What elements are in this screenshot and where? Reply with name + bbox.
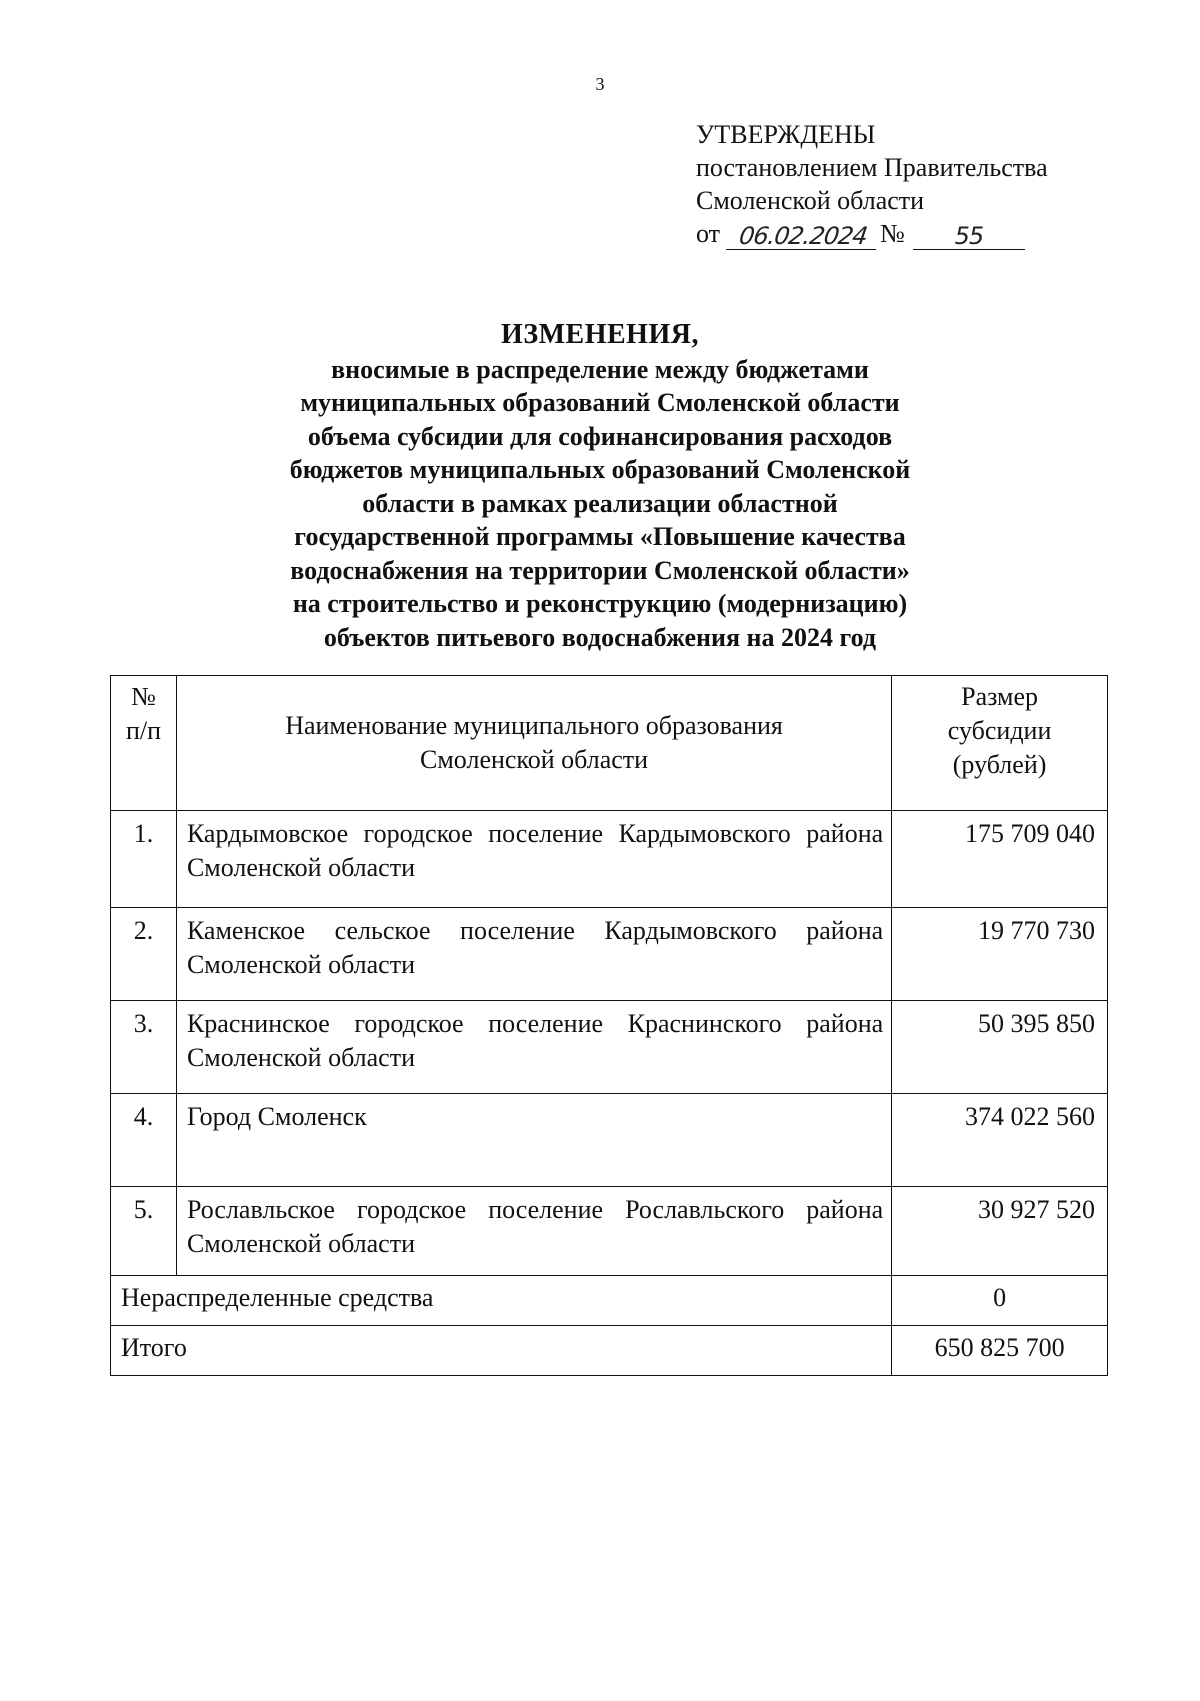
title-line: объектов питьевого водоснабжения на 2024 год	[323, 622, 877, 652]
title-line: на строительство и реконструкцию (модернизацию)	[292, 589, 908, 618]
row-number: 2.	[111, 908, 177, 1001]
subsidy-amount: 50 395 850	[892, 1001, 1108, 1094]
approval-line-2: Смоленской области	[696, 186, 925, 215]
table-header-row	[111, 676, 1108, 811]
table-row	[111, 1094, 1108, 1187]
row-number: 1.	[111, 811, 177, 908]
table-row	[111, 811, 1108, 908]
subsidy-amount: 19 770 730	[892, 908, 1108, 1001]
title-line: объема субсидии для софинансирования расходов	[307, 421, 893, 451]
approval-stamp	[696, 118, 1048, 250]
row-number: 3.	[111, 1001, 177, 1094]
subsidy-amount: 374 022 560	[892, 1094, 1108, 1187]
unallocated-label: Нераспределенные средства	[111, 1276, 892, 1326]
subsidy-table	[110, 675, 1108, 1376]
header-amount: Размер субсидии (рублей)	[892, 676, 1108, 811]
total-row	[111, 1326, 1108, 1376]
title-line: вносимые в распределение между бюджетами	[331, 354, 869, 384]
handwritten-date: 06.02.2024	[726, 223, 880, 250]
row-number: 4.	[111, 1094, 177, 1187]
title-line: области в рамках реализации областной	[362, 488, 838, 518]
municipality-name: Город Смоленск	[176, 1094, 891, 1187]
table-row	[111, 1187, 1108, 1276]
total-amount: 650 825 700	[892, 1326, 1108, 1376]
title-line: государственной программы «Повышение качества	[294, 522, 906, 551]
total-label: Итого	[111, 1326, 892, 1376]
title-line: муниципальных образований Смоленской области	[300, 388, 900, 417]
municipality-name: Кардымовское городское поселение Кардымовского района Смоленской области	[176, 811, 891, 908]
header-municipality: Наименование муниципального образования Смоленской области	[176, 676, 891, 811]
subsidy-amount: 175 709 040	[892, 811, 1108, 908]
page-number: 3	[595, 74, 605, 94]
approval-line-1: постановлением Правительства	[696, 153, 1048, 182]
approval-heading: УТВЕРЖДЕНЫ	[696, 120, 876, 149]
date-prefix: от	[696, 219, 721, 248]
subsidy-amount: 30 927 520	[892, 1187, 1108, 1276]
table-row	[111, 908, 1108, 1001]
handwritten-number: 55	[913, 223, 1025, 250]
table-row	[111, 1001, 1108, 1094]
title-line: бюджетов муниципальных образований Смоленской	[289, 455, 911, 484]
unallocated-row	[111, 1276, 1108, 1326]
title-main: ИЗМЕНЕНИЯ,	[501, 319, 699, 350]
title-line: водоснабжения на территории Смоленской области»	[290, 555, 910, 585]
municipality-name: Краснинское городское поселение Краснинского района Смоленской области	[176, 1001, 891, 1094]
approval-date-line	[696, 217, 1048, 250]
row-number: 5.	[111, 1187, 177, 1276]
unallocated-amount: 0	[892, 1276, 1108, 1326]
document-title	[150, 318, 1050, 654]
municipality-name: Рославльское городское поселение Рославльского района Смоленской области	[176, 1187, 891, 1276]
header-number: № п/п	[111, 676, 177, 811]
number-prefix: №	[880, 219, 905, 248]
municipality-name: Каменское сельское поселение Кардымовского района Смоленской области	[176, 908, 891, 1001]
